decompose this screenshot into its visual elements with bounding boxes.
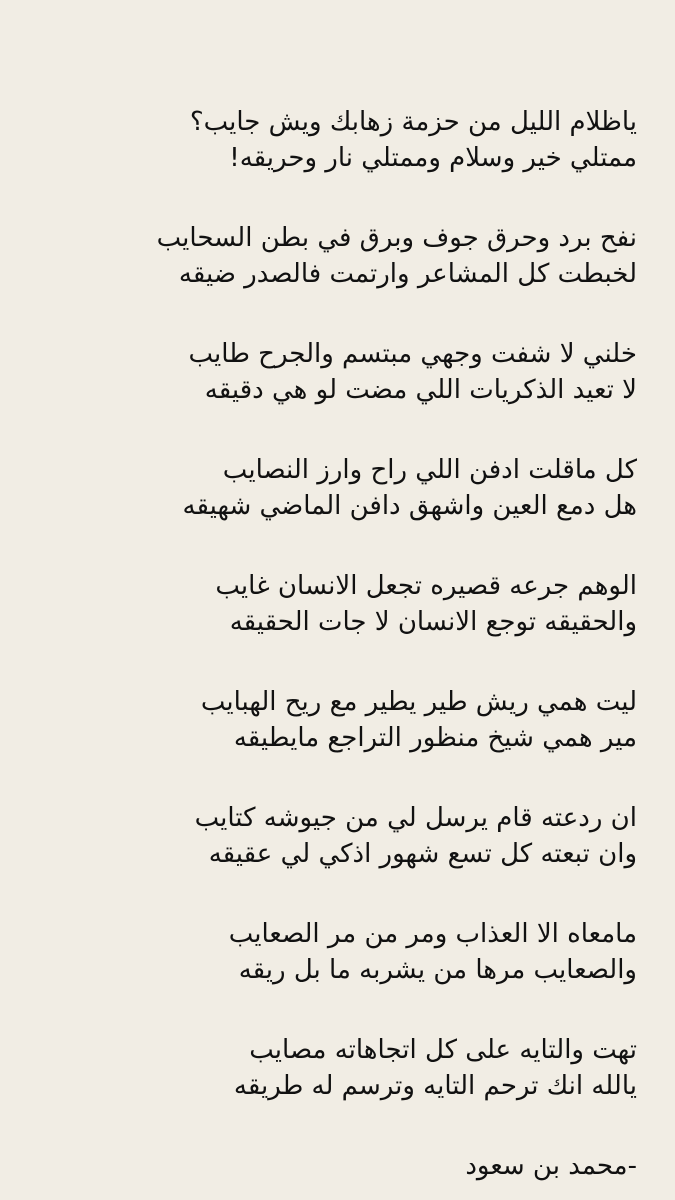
poem-stanza-4 <box>37 452 637 524</box>
verse-line: نفح برد وحرق جوف وبرق في بطن السحايب <box>156 223 637 253</box>
verse-line: لخبطت كل المشاعر وارتمت فالصدر ضيقه <box>178 259 637 289</box>
poem-stanza-3 <box>37 336 637 408</box>
verse-line: الوهم جرعه قصيره تجعل الانسان غايب <box>215 571 637 601</box>
verse-line: ان ردعته قام يرسل لي من جيوشه كتايب <box>194 803 637 833</box>
poem-stanza-1 <box>37 104 637 176</box>
poet-signature: -محمد بن سعود <box>465 1151 637 1181</box>
verse-line: ممتلي خير وسلام وممتلي نار وحريقه! <box>229 143 637 173</box>
verse-line: مير همي شيخ منظور التراجع مايطيقه <box>233 723 637 753</box>
verse-line: وان تبعته كل تسع شهور اذكي لي عقيقه <box>208 839 637 869</box>
verse-line: تهت والتايه على كل اتجاهاته مصايب <box>249 1035 637 1065</box>
poem-stanza-5 <box>37 568 637 640</box>
verse-line: كل ماقلت ادفن اللي راح وارز النصايب <box>222 455 637 485</box>
poem-stanza-6 <box>37 684 637 756</box>
poem-stanza-9 <box>37 1032 637 1104</box>
verse-line: يالله انك ترحم التايه وترسم له طريقه <box>233 1071 637 1101</box>
verse-line: ياظلام الليل من حزمة زهابك ويش جايب؟ <box>189 107 637 137</box>
poem-stanza-8 <box>37 916 637 988</box>
verse-line: هل دمع العين واشهق دافن الماضي شهيقه <box>182 491 637 521</box>
verse-line: ليت همي ريش طير يطير مع ريح الهبايب <box>200 687 637 717</box>
poem-stanza-2 <box>37 220 637 292</box>
verse-line: مامعاه الا العذاب ومر من مر الصعايب <box>228 919 637 949</box>
verse-line: خلني لا شفت وجهي مبتسم والجرح طايب <box>188 339 637 369</box>
verse-line: والصعايب مرها من يشربه ما بل ريقه <box>238 955 637 985</box>
verse-line: لا تعيد الذكريات اللي مضت لو هي دقيقه <box>204 375 637 405</box>
poem-stanza-7 <box>37 800 637 872</box>
verse-line: والحقيقه توجع الانسان لا جات الحقيقه <box>229 607 637 637</box>
poem-text <box>37 104 637 1184</box>
